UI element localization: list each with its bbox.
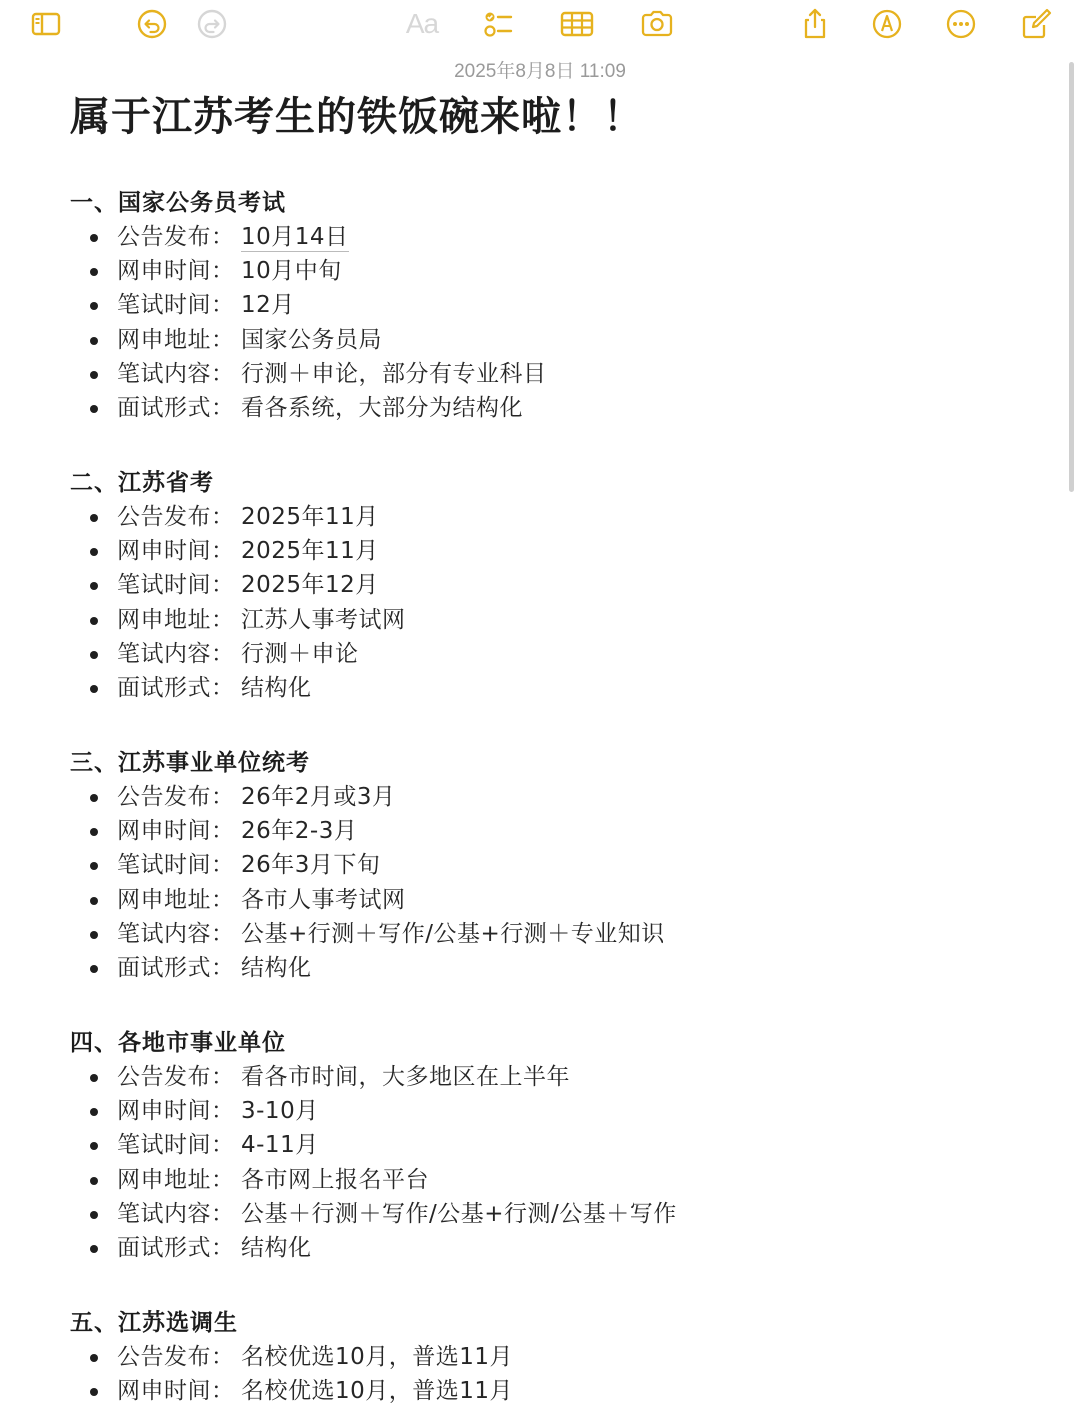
item-value: 看各市时间，大多地区在上半年 [241,1064,570,1090]
item-key: 笔试内容： [117,640,235,667]
list-item[interactable] [70,534,970,568]
item-key: 公告发布： [117,784,235,810]
list-item[interactable] [70,1163,970,1197]
item-key: 面试形式： [117,1234,235,1261]
list-item[interactable] [70,1128,970,1162]
item-value: 江苏人事考试网 [241,606,406,633]
item-key: 公告发布： [117,1064,235,1090]
section-jiangsu-public-institution-exam [70,746,970,985]
section-heading[interactable]: 四、各地市事业单位 [70,1030,286,1056]
item-key: 网申时间： [117,1378,235,1405]
table-icon[interactable] [557,4,597,44]
note-timestamp: 2025年8月8日 11:09 [454,61,626,82]
list-item[interactable] [70,671,970,705]
item-value: 国家公务员局 [241,326,382,353]
list-item[interactable] [70,391,970,425]
bullet-icon [90,617,98,625]
list-item[interactable] [70,1231,970,1265]
markup-icon[interactable] [867,4,907,44]
item-key: 笔试时间： [117,292,235,319]
bullet-icon [90,794,98,802]
section-local-public-institutions [70,1026,970,1265]
item-key: 公告发布： [117,1344,235,1370]
note-body[interactable] [70,86,1010,148]
list-item[interactable] [70,254,970,288]
sidebar-icon[interactable] [26,4,66,44]
item-value: 4-11月 [241,1132,319,1159]
bullet-icon [90,1142,98,1150]
bullet-icon [90,1245,98,1253]
bullet-icon [90,1354,98,1362]
item-value: 12月 [241,292,295,319]
bullet-icon [90,234,98,242]
item-value: 看各系统，大部分为结构化 [241,394,523,421]
section-heading[interactable]: 三、江苏事业单位统考 [70,750,310,776]
list-item[interactable] [70,288,970,322]
bullet-icon [90,862,98,870]
item-value: 3-10月 [241,1098,319,1125]
bullet-list [70,500,970,705]
item-key: 公告发布： [117,504,235,530]
list-item[interactable] [70,500,970,534]
item-key: 笔试内容： [117,1200,235,1227]
item-key: 面试形式： [117,394,235,421]
list-item[interactable] [70,780,970,814]
camera-icon[interactable] [637,4,677,44]
item-key: 笔试时间： [117,572,235,599]
list-item[interactable] [70,1340,970,1374]
item-value: 2025年11月 [241,538,379,565]
item-value: 行测＋申论 [241,640,359,667]
list-item[interactable] [70,603,970,637]
list-item[interactable] [70,917,970,951]
more-icon[interactable] [941,4,981,44]
list-item[interactable] [70,848,970,882]
item-value-date-link[interactable]: 10月14日 [241,224,349,250]
bullet-icon [90,1388,98,1396]
item-value: 结构化 [241,954,312,981]
list-item[interactable] [70,1094,970,1128]
section-heading[interactable]: 一、国家公务员考试 [70,190,286,216]
item-value: 行测＋申论，部分有专业科目 [241,360,547,387]
item-key: 网申地址： [117,886,235,913]
section-heading[interactable]: 二、江苏省考 [70,470,214,496]
list-item[interactable] [70,1374,970,1408]
item-value: 结构化 [241,674,312,701]
bullet-icon [90,931,98,939]
item-key: 面试形式： [117,674,235,701]
list-item[interactable] [70,220,970,254]
list-item[interactable] [70,814,970,848]
list-item[interactable] [70,1060,970,1094]
bullet-list [70,220,970,425]
item-value: 名校优选10月，普选11月 [241,1378,514,1405]
compose-icon[interactable] [1016,4,1056,44]
item-value: 名校优选10月，普选11月 [241,1344,514,1370]
item-value: 26年3月下旬 [241,852,381,879]
format-icon[interactable]: Aa [405,8,439,39]
list-item[interactable] [70,323,970,357]
list-item[interactable] [70,637,970,671]
item-value: 10月中旬 [241,258,342,285]
bullet-icon [90,268,98,276]
bullet-icon [90,582,98,590]
scrollbar[interactable] [1069,62,1074,492]
bullet-icon [90,1211,98,1219]
item-key: 笔试内容： [117,360,235,387]
item-key: 网申时间： [117,1098,235,1125]
item-key: 网申时间： [117,818,235,845]
share-icon[interactable] [795,4,835,44]
item-value: 2025年12月 [241,572,379,599]
item-value: 各市人事考试网 [241,886,406,913]
redo-icon[interactable] [192,4,232,44]
bullet-icon [90,1074,98,1082]
list-item[interactable] [70,951,970,985]
bullet-icon [90,337,98,345]
item-value: 26年2-3月 [241,818,358,845]
item-value: 公基+行测＋写作/公基+行测＋专业知识 [241,920,665,947]
item-key: 公告发布： [117,224,235,250]
item-key: 笔试时间： [117,1132,235,1159]
item-key: 面试形式： [117,954,235,981]
bullet-icon [90,651,98,659]
bullet-icon [90,685,98,693]
bullet-icon [90,965,98,973]
bullet-icon [90,1177,98,1185]
bullet-icon [90,1108,98,1116]
note-title[interactable]: 属于江苏考生的铁饭碗来啦！！ [70,94,644,140]
item-value: 公基＋行测＋写作/公基+行测/公基＋写作 [241,1200,677,1227]
item-value: 2025年11月 [241,504,379,530]
list-item[interactable] [70,883,970,917]
undo-icon[interactable] [132,4,172,44]
list-item[interactable] [70,357,970,391]
bullet-list [70,1340,970,1408]
item-value: 26年2月或3月 [241,784,396,810]
item-value: 各市网上报名平台 [241,1166,429,1193]
item-key: 网申地址： [117,326,235,353]
bullet-icon [90,405,98,413]
item-key: 网申时间： [117,258,235,285]
item-key: 网申地址： [117,606,235,633]
item-key: 网申时间： [117,538,235,565]
bullet-icon [90,897,98,905]
item-key: 笔试内容： [117,920,235,947]
checklist-icon[interactable] [478,4,518,44]
item-value: 结构化 [241,1234,312,1261]
toolbar [0,0,1080,50]
bullet-icon [90,514,98,522]
section-heading[interactable]: 五、江苏选调生 [70,1310,238,1336]
list-item[interactable] [70,568,970,602]
bullet-icon [90,302,98,310]
section-jiangsu-provincial-exam [70,466,970,705]
list-item[interactable] [70,1197,970,1231]
section-national-civil-service [70,186,970,425]
bullet-icon [90,828,98,836]
item-key: 笔试时间： [117,852,235,879]
bullet-icon [90,371,98,379]
bullet-list [70,1060,970,1265]
item-key: 网申地址： [117,1166,235,1193]
section-jiangsu-selected-graduates [70,1306,970,1408]
bullet-icon [90,548,98,556]
bullet-list [70,780,970,985]
